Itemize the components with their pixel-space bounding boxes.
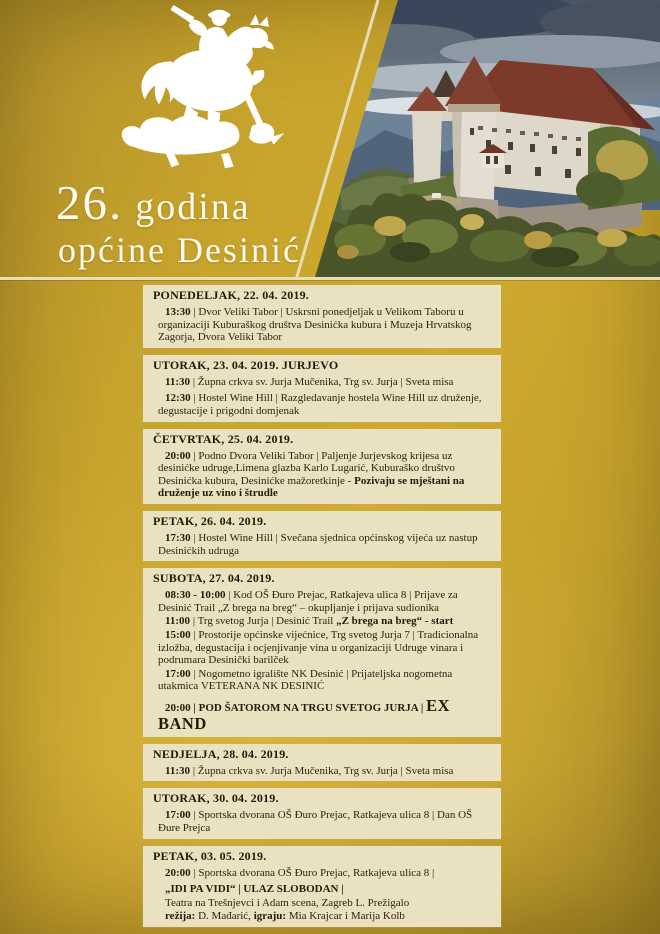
event-time: 11:00 <box>165 615 191 628</box>
title-word: godina <box>135 186 251 228</box>
schedule-day-section <box>143 285 501 348</box>
schedule-day-section <box>143 355 501 422</box>
day-heading: ČETVRTAK, 25. 04. 2019. <box>153 431 294 446</box>
poster-title <box>56 175 301 270</box>
event-time: 11:30 <box>165 764 191 777</box>
event-line <box>158 532 489 557</box>
poster-header <box>0 0 660 280</box>
day-heading: UTORAK, 30. 04. 2019. <box>153 791 279 806</box>
event-line <box>158 615 489 628</box>
schedule-day-section <box>143 846 501 927</box>
event-line <box>158 910 489 923</box>
day-heading: PETAK, 03. 05. 2019. <box>153 848 267 863</box>
event-text-segment: | Hostel Wine Hill | Svečana sjednica općinskog vijeća uz nastup Desinićkih udruga <box>158 531 478 557</box>
event-line <box>158 765 489 778</box>
event-line <box>158 376 489 389</box>
event-text-segment: D. Mađarić, <box>195 910 254 923</box>
event-text-segment: Pozivaju se mještani na druženje uz vino i štrudle <box>158 474 465 500</box>
event-text-segment: | Hostel Wine Hill | Razgledavanje hostela Wine Hill uz druženje, degustacije i prigodni domjenak <box>158 392 482 417</box>
event-line <box>158 883 489 896</box>
event-time: 13:30 <box>165 306 191 318</box>
event-text-segment: | Sportska dvorana OŠ Đuro Prejac, Ratkajeva ulica 8 | <box>190 866 435 879</box>
header-divider <box>0 277 660 280</box>
title-number: 26. <box>56 175 124 230</box>
event-text-segment: EX BAND <box>158 695 450 733</box>
event-time: 20:00 <box>165 866 191 879</box>
event-line <box>158 306 489 344</box>
event-line <box>158 897 489 910</box>
event-line <box>158 392 489 417</box>
title-line2: općine Desinić <box>58 230 301 270</box>
event-time: 15:00 <box>165 628 191 641</box>
event-line <box>158 668 489 693</box>
event-time: 17:00 <box>165 809 191 822</box>
day-heading: SUBOTA, 27. 04. 2019. <box>153 571 275 586</box>
event-text-segment: | Trg svetog Jurja | Desinić Trail <box>190 615 337 628</box>
schedule-day-section <box>143 429 501 504</box>
event-text-segment: | Podno Dvora Veliki Tabor | Paljenje Jurjevskog krijesa uz desinićke udruge,Limena glazba Karlo Lugarić, Kuburaško društvo Desinićka kubura, Desinićke mažoretkinje - <box>158 449 455 487</box>
event-text-segment: režija: <box>165 910 196 923</box>
event-text-segment: | Župna crkva sv. Jurja Mučenika, Trg sv. Jurja | Sveta misa <box>190 375 454 388</box>
event-text-segment: | Župna crkva sv. Jurja Mučenika, Trg sv. Jurja | Sveta misa <box>190 764 454 777</box>
event-text-segment: | Kod OŠ Đuro Prejac, Ratkajeva ulica 8 | Prijave za Desinić Trail „Z brega na breg“ – okupljanje i prijava sudionika <box>158 589 458 614</box>
event-text-segment: | <box>190 701 199 714</box>
day-heading: PETAK, 26. 04. 2019. <box>153 513 267 528</box>
schedule-day-section <box>143 744 501 782</box>
schedule-day-section <box>143 568 501 737</box>
day-heading: NEDJELJA, 28. 04. 2019. <box>153 746 289 761</box>
event-text-segment: | Nogometno igralište NK Desinić | Prijateljska nogometna utakmica VETERANA NK DESINIĆ <box>158 667 453 693</box>
event-text-segment: | Sportska dvorana OŠ Đuro Prejac, Ratkajeva ulica 8 | Dan OŠ Đure Prejca <box>158 809 473 835</box>
schedule-day-section <box>143 511 501 561</box>
event-text-segment: Mia Krajcar i Marija Kolb <box>286 910 405 923</box>
event-line <box>158 697 489 733</box>
event-time: 11:30 <box>165 375 191 388</box>
event-text-segment: „IDI PA VIDI“ | ULAZ SLOBODAN | <box>165 883 344 896</box>
st-george-emblem-icon <box>106 4 302 176</box>
event-time: 20:00 <box>165 701 191 714</box>
event-text-segment: POD ŠATOROM NA TRGU SVETOG JURJA | <box>198 701 427 714</box>
schedule <box>143 285 501 934</box>
day-heading: UTORAK, 23. 04. 2019. JURJEVO <box>153 357 339 372</box>
event-time: 17:30 <box>165 531 191 544</box>
event-text-segment: „Z brega na breg“ - start <box>336 615 454 628</box>
event-line <box>158 450 489 500</box>
schedule-day-section <box>143 788 501 838</box>
event-line <box>158 867 489 880</box>
event-time: 20:00 <box>165 449 191 462</box>
event-time: 17:00 <box>165 667 191 680</box>
event-text-segment: Teatra na Trešnjevci i Adam scena, Zagreb L. Prežigalo <box>165 896 410 909</box>
event-time: 12:30 <box>165 392 191 405</box>
event-time: 08:30 - 10:00 <box>165 589 226 602</box>
event-line <box>158 589 489 614</box>
event-text-segment: | Dvor Veliki Tabor | Uskrsni ponedjeljak u Velikom Taboru u organizaciji Kuburaškog društva Desinićka kubura i Muzeja Hrvatskog Zagorja, Dvora Veliki Tabor <box>158 306 472 344</box>
event-line <box>158 809 489 834</box>
day-heading: PONEDELJAK, 22. 04. 2019. <box>153 288 310 302</box>
event-text-segment: igraju: <box>253 910 287 923</box>
event-line <box>158 629 489 667</box>
event-text-segment: | Prostorije općinske vijećnice, Trg svetog Jurja 7 | Tradicionalna izložba, degustacija i ocjenjivanje vina u organizaciji Udruge vinara i podrumara Desinički barilček <box>158 628 479 667</box>
